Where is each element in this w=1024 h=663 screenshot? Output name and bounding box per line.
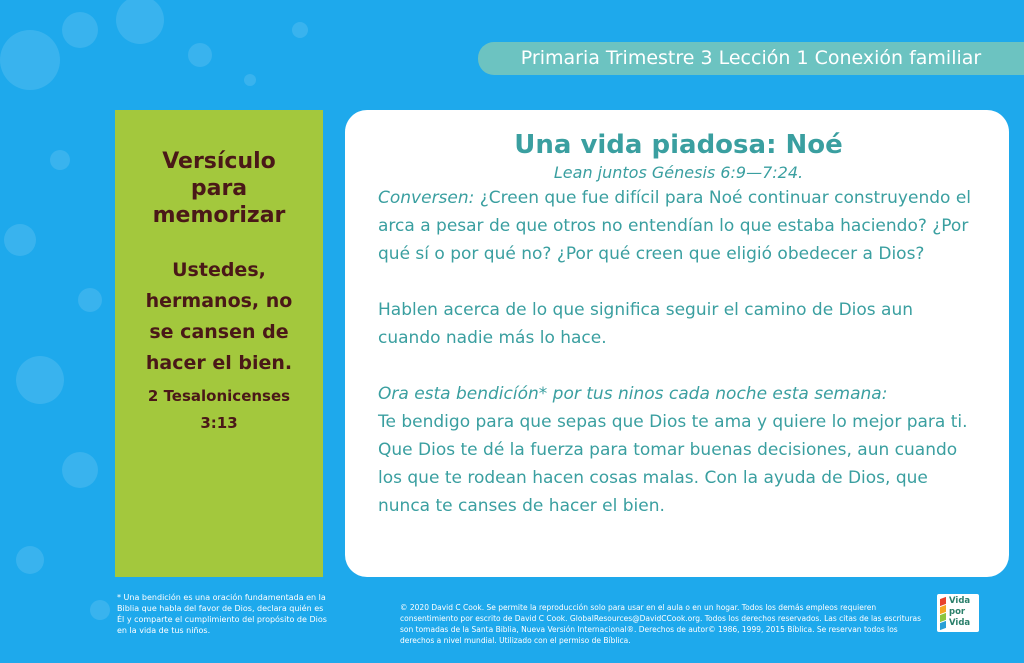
header-banner: Primaria Trimestre 3 Lección 1 Conexión familiar — [478, 42, 1024, 75]
lesson-card — [345, 110, 1009, 577]
blessing-text: Te bendigo para que sepas que Dios te ama y quiere lo mejor para ti. Que Dios te dé la fuerza para tomar buenas decisiones, aun cuando los que te rodean hacen cosas malas. Con la ayuda de Dios, que nunca te canses de hacer el bien. — [378, 412, 968, 516]
copyright-notice: © 2020 David C Cook. Se permite la reproducción solo para usar en el aula o en un hogar. Todos los demás empleos requieren consentimiento por escrito de David C Cook. GlobalResources@DavidCCook.org. Todos los derechos reservados. Las citas de las escrituras son tomadas de la Santa Biblia, Nueva Versión Internacional®. Derechos de autor© 1986, 1999, 2015 Bíblica. Se reservan todos los derechos a nivel mundial. Utilizado con el permiso de Bíblica. — [400, 603, 922, 645]
lesson-title: Una vida piadosa: Noé — [514, 130, 843, 160]
vida-por-vida-logo — [937, 594, 979, 632]
lesson-reading: Lean juntos Génesis 6:9—7:24. — [553, 163, 804, 182]
blessing-lead: Ora esta bendicíón* por tus ninos cada noche esta semana: — [378, 384, 888, 404]
talk-paragraph: Hablen acerca de lo que significa seguir el camino de Dios aun cuando nadie más lo hace. — [378, 300, 914, 348]
blessing-footnote: * Una bendición es una oración fundamentada en la Biblia que habla del favor de Dios, declara quién es Él y comparte el cumplimiento del propósito de Dios en la vida de tus niños. — [117, 593, 327, 635]
discuss-paragraph — [378, 184, 979, 268]
logo-text: Vida por Vida — [949, 596, 971, 628]
memory-verse-title: Versículo para memorizar — [152, 149, 286, 228]
memory-verse-reference: 2 Tesalonicenses 3:13 — [147, 387, 291, 432]
discuss-text: ¿Creen que fue difícil para Noé continuar construyendo el arca a pesar de que otros no entendían lo que estaba haciendo? ¿Por qué sí o por qué no? ¿Por qué creen que eligió obedecer a Dios? — [378, 188, 972, 264]
memory-verse-text: Ustedes, hermanos, no se cansen de hacer el bien. — [145, 259, 293, 374]
memory-verse-card — [115, 110, 323, 577]
discuss-lead: Conversen: — [378, 188, 475, 208]
logo-stripes-icon — [940, 598, 946, 628]
